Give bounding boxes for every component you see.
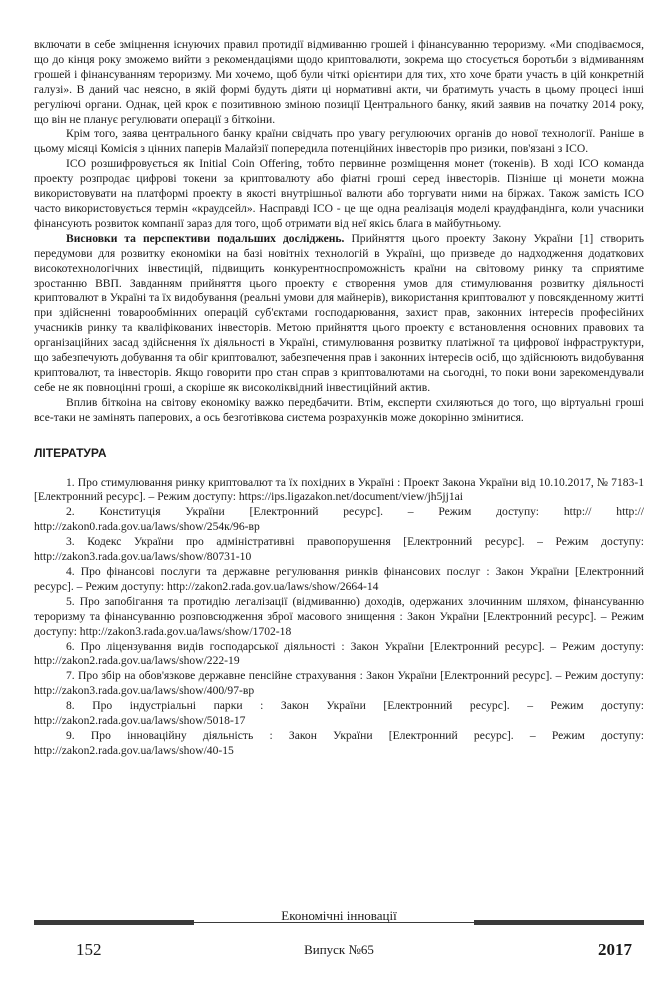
reference-item: 6. Про ліцензування видів господарської діяльності : Закон України [Електронний ресурс]. – Режим доступу: http://zakon2.rada.gov.ua/laws/show/222-19 xyxy=(34,639,644,668)
journal-title: Економічні інновації xyxy=(281,908,397,923)
reference-item: 9. Про інноваційну діяльність : Закон України [Електронний ресурс]. – Режим доступу: http://zakon2.rada.gov.ua/laws/show/40-15 xyxy=(34,728,644,757)
conclusions-lead: Висновки та перспективи подальших досліджень. xyxy=(66,231,345,245)
footer-row xyxy=(34,940,644,960)
reference-item: 2. Конституція України [Електронний ресурс]. – Режим доступу: http:// http:// http://zakon0.rada.gov.ua/laws/show/254к/96-вр xyxy=(34,505,644,534)
paragraph-conclusions xyxy=(34,232,644,396)
reference-item: 3. Кодекс України про адміністративні правопорушення [Електронний ресурс]. – Режим доступу: http://zakon3.rada.gov.ua/laws/show/80731-10 xyxy=(34,535,644,564)
paragraph-2: Крім того, заява центрального банку країни свідчать про увагу регулюючих органів до нової технології. Раніше в цьому місяці Комісія з цінних паперів Малайзії попередила потенційних інвесторів про ризики, пов'язані з ICO. xyxy=(34,127,644,156)
reference-item: 1. Про стимулювання ринку криптовалют та їх похідних в Україні : Проект Закона України від 10.10.2017, № 7183-1 [Електронний ресурс]. – Режим доступу: https://ips.ligazakon.net/document/view/jh5jj1ai xyxy=(34,475,644,504)
publication-year: 2017 xyxy=(598,940,632,959)
reference-list xyxy=(34,476,644,759)
issue-number: Випуск №65 xyxy=(304,942,374,957)
reference-item: 4. Про фінансові послуги та державне регулювання ринків фінансових послуг : Закон України [Електронний ресурс]. – Режим доступу: http://zakon2.rada.gov.ua/laws/show/2664-14 xyxy=(34,565,644,593)
literature-heading: ЛІТЕРАТУРА xyxy=(34,445,107,460)
paragraph-3: ICO розшифровується як Initial Coin Offering, тобто первинне розміщення монет (токенів). В ході ICO команда проекту розпродає цифрові токени за криптовалюту або фіатні гроші серед інвесторів. Пізніше ці монети можна використовувати на платформі проекту в якості внутрішньої валюти або торгувати ними на біржах. Також замість ICO часто використовується термін «краудсейл». Насправді ICO - це ще одна реалізація моделі краудфандінга, коли учасники фінансують розвиток компанії зараз для того, щоб отримати від неї якісь блага в майбутньому. xyxy=(34,157,644,230)
reference-item: 7. Про збір на обов'язкове державне пенсійне страхування : Закон України [Електронний ресурс]. – Режим доступу: http://zakon3.rada.gov.ua/laws/show/400/97-вр xyxy=(34,669,644,698)
paragraph-5: Вплив біткоіна на світову економіку важко передбачити. Втім, експерти схиляються до того, що віртуальні гроші все-таки не замінять паперових, а ось безготівкова система розрахунків може докорінно змінитися. xyxy=(34,395,644,424)
conclusions-text: Прийняття цього проекту Закону України [1] створить передумови для розвитку економіки на базі новітніх технологій в Україні, що призведе до надходження додаткових високотехнологічних інвестицій, підвищить конкурентноспроможність країни на світовому ринку та сприятиме зростанню ВВП. Завданням прийняття цього проекту є створення умов для стимулювання розвитку діяльності криптовалют в Україні та їх видобування (реальні умови для майнерів), використання криптовалют у повсякденному житті при здійсненні товарообмінних операцій суб'єктами господарювання, захист прав, законних інтересів професійних учасників ринку та кваліфікованих інвесторів. Метою прийняття цього проекту є встановлення основних правових та організаційних засад здійснення їх діяльності в Україні, стимулювання розвитку платіжної та цифрової інфраструктури, що забезпечують добування та обіг криптовалют, забезпечення прав і законних інтересів осіб, що здійснюють видобування криптовалют, та інвесторів. Якщо говорити про стан справ з криптовалютами на сьогодні, то поки вони зарекомендували себе не як повноцінні гроші, а скоріше як високоліквідний інвестиційний актив. xyxy=(34,231,644,394)
footer-rule xyxy=(34,908,644,926)
page-number: 152 xyxy=(76,940,102,959)
paragraph-1: включати в себе зміцнення існуючих правил протидії відмиванню грошей і фінансуванню тероризму. «Ми сподіваємося, що до кінця року зможемо вийти з рекомендаціями щодо криптовалюти, зокрема що стосується боротьби з відмиванням грошей і фінансуванням тероризму. Ми хочемо, щоб були чіткі орієнтири для тих, хто хоче брати участь в цій конкретній галузі». В даний час неясно, в якій формі будуть діяти ці нормативні акти, чи братимуть участь в цьому процесі інші регуліючі органи. Однак, цей крок є позитивною зміною позиції Центрального банку, який заявив на початку 2014 року, що він не планує регулювати операції з біткоіни. xyxy=(34,38,644,126)
reference-item: 5. Про запобігання та протидію легалізації (відмиванню) доходів, одержаних злочинним шляхом, фінансуванню тероризму та фінансуванню розповсюдження зброї масового знищення : Закон України [Електронний ресурс]. – Режим доступу: http://zakon3.rada.gov.ua/laws/show/1702-18 xyxy=(34,594,644,638)
reference-item: 8. Про індустріальні парки : Закон України [Електронний ресурс]. – Режим доступу: http://zakon2.rada.gov.ua/laws/show/5018-17 xyxy=(34,699,644,728)
body-text xyxy=(34,38,644,426)
page-footer xyxy=(34,908,644,960)
